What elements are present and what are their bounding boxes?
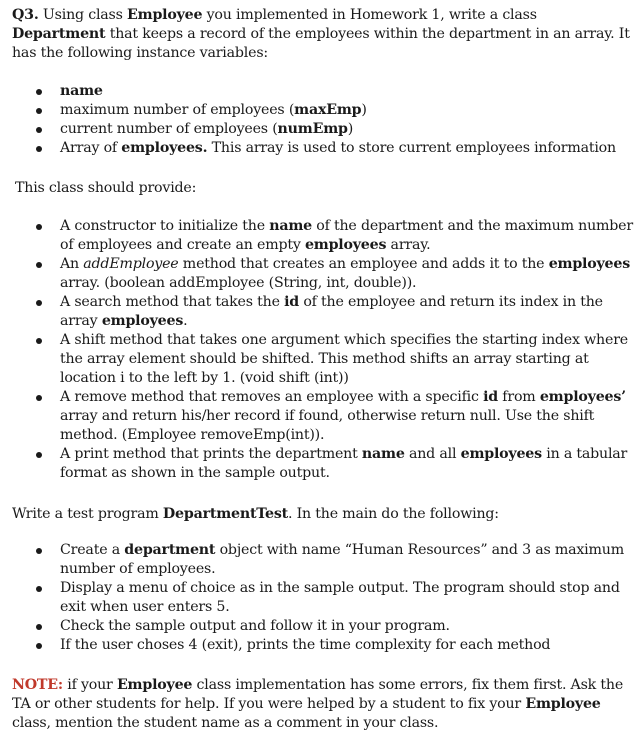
method-search xyxy=(0,293,641,331)
item-text: array and return his/her record if found, otherwise return null. Use the shift method. (Employee removeEmp(int)). xyxy=(60,408,595,443)
bullet-icon xyxy=(36,395,42,401)
bullet-icon xyxy=(36,338,42,344)
instance-variable-list xyxy=(0,82,641,158)
item-text: A search method that takes the xyxy=(60,294,285,310)
question-text: that keeps a record of the employees within the department in an array. It has the following instance variables: xyxy=(12,26,630,61)
list-item xyxy=(0,82,641,101)
bullet-icon xyxy=(36,89,42,95)
method-print xyxy=(0,445,641,483)
item-bold: name xyxy=(60,83,103,99)
item-bold: employees xyxy=(548,256,630,272)
item-bold: maxEmp xyxy=(294,102,362,118)
note-label: NOTE: xyxy=(12,677,63,693)
item-bold: employees’ xyxy=(539,389,626,405)
task-create-department xyxy=(0,541,641,579)
item-text: of the department and the maximum number of employees and create an empty xyxy=(60,218,633,253)
item-text: object with name “Human Resources” and 3 as maximum number of employees. xyxy=(60,542,624,577)
note-paragraph xyxy=(12,676,634,733)
item-text: . xyxy=(183,313,188,329)
method-add-employee xyxy=(0,255,641,293)
dept-class-name: Department xyxy=(12,26,106,42)
bullet-icon xyxy=(36,452,42,458)
method-shift xyxy=(0,331,641,388)
item-text: Write a test program xyxy=(12,506,163,522)
bullet-icon xyxy=(36,224,42,230)
question-text: you implemented in Homework 1, write a class xyxy=(202,7,537,23)
question-label: Q3. xyxy=(12,7,39,23)
bullet-icon xyxy=(36,548,42,554)
task-time-complexity xyxy=(0,636,641,655)
bullet-icon xyxy=(36,262,42,268)
item-bold: numEmp xyxy=(277,121,348,137)
question-text: Using class xyxy=(38,7,128,23)
bullet-icon xyxy=(36,643,42,649)
bullet-icon xyxy=(36,146,42,152)
item-bold: employees xyxy=(460,446,542,462)
item-text: ) xyxy=(347,121,354,137)
item-bold: id xyxy=(284,294,300,310)
item-text: Check the sample output and follow it in your program. xyxy=(60,618,450,634)
item-text: in a tabular format as shown in the sample output. xyxy=(60,446,628,481)
item-text: ) xyxy=(361,102,367,118)
item-text: if your xyxy=(62,677,117,693)
class-name: Employee xyxy=(127,7,203,23)
item-bold: employees. xyxy=(121,140,208,156)
list-item xyxy=(0,120,641,139)
item-text: A constructor to initialize the xyxy=(60,218,270,234)
item-bold: name xyxy=(269,218,312,234)
bullet-icon xyxy=(36,127,42,133)
method-list xyxy=(0,217,641,483)
item-text: maximum number of employees ( xyxy=(60,102,295,118)
item-bold: employees xyxy=(101,313,184,329)
item-italic: addEmployee xyxy=(83,256,179,272)
item-text: method that creates an employee and adds it to the xyxy=(178,256,549,272)
item-text: . In the main do the following: xyxy=(288,506,499,522)
provide-heading: This class should provide: xyxy=(15,180,197,196)
task-display-menu xyxy=(0,579,641,617)
item-bold: Employee xyxy=(116,677,193,693)
list-item xyxy=(0,139,641,158)
item-text: A remove method that removes an employee with a specific xyxy=(60,389,484,405)
task-check-output xyxy=(0,617,641,636)
item-text: class implementation has some errors, fix them first. Ask the TA or other students for help. If you were helped by a student to fix your xyxy=(12,677,624,712)
item-bold: employees xyxy=(304,237,387,253)
method-constructor xyxy=(0,217,641,255)
item-text: class, mention the student name as a comment in your class. xyxy=(12,715,439,731)
item-text: array. xyxy=(386,237,431,253)
task-list xyxy=(0,541,641,655)
item-bold: Employee xyxy=(525,696,601,712)
item-bold: id xyxy=(483,389,498,405)
item-text: An xyxy=(60,256,84,272)
test-class-name: DepartmentTest xyxy=(162,506,288,522)
item-text: Create a xyxy=(60,542,125,558)
item-text: This array is used to store current employees information xyxy=(207,140,616,156)
list-item xyxy=(0,101,641,120)
item-text: and all xyxy=(404,446,461,462)
item-text: If the user choses 4 (exit), prints the time complexity for each method xyxy=(60,637,551,653)
test-program-heading xyxy=(12,505,634,524)
bullet-icon xyxy=(36,586,42,592)
item-text: A shift method that takes one argument which specifies the starting index where the array element should be shifted. This method shifts an array starting at location i to the left by 1. (void shift (int)) xyxy=(60,332,628,386)
item-text: from xyxy=(498,389,540,405)
item-text: A print method that prints the department xyxy=(60,446,362,462)
item-bold: department xyxy=(124,542,216,558)
item-text: of the employee and return its index in the array xyxy=(60,294,603,329)
bullet-icon xyxy=(36,300,42,306)
question-intro xyxy=(12,6,634,63)
item-text: array. (boolean addEmployee (String, int, double)). xyxy=(60,275,417,291)
item-bold: name xyxy=(361,446,405,462)
item-text: Display a menu of choice as in the sample output. The program should stop and exit when user enters 5. xyxy=(60,580,620,615)
method-remove xyxy=(0,388,641,445)
bullet-icon xyxy=(36,108,42,114)
bullet-icon xyxy=(36,624,42,630)
item-text: current number of employees ( xyxy=(60,121,278,137)
item-text: Array of xyxy=(60,140,122,156)
